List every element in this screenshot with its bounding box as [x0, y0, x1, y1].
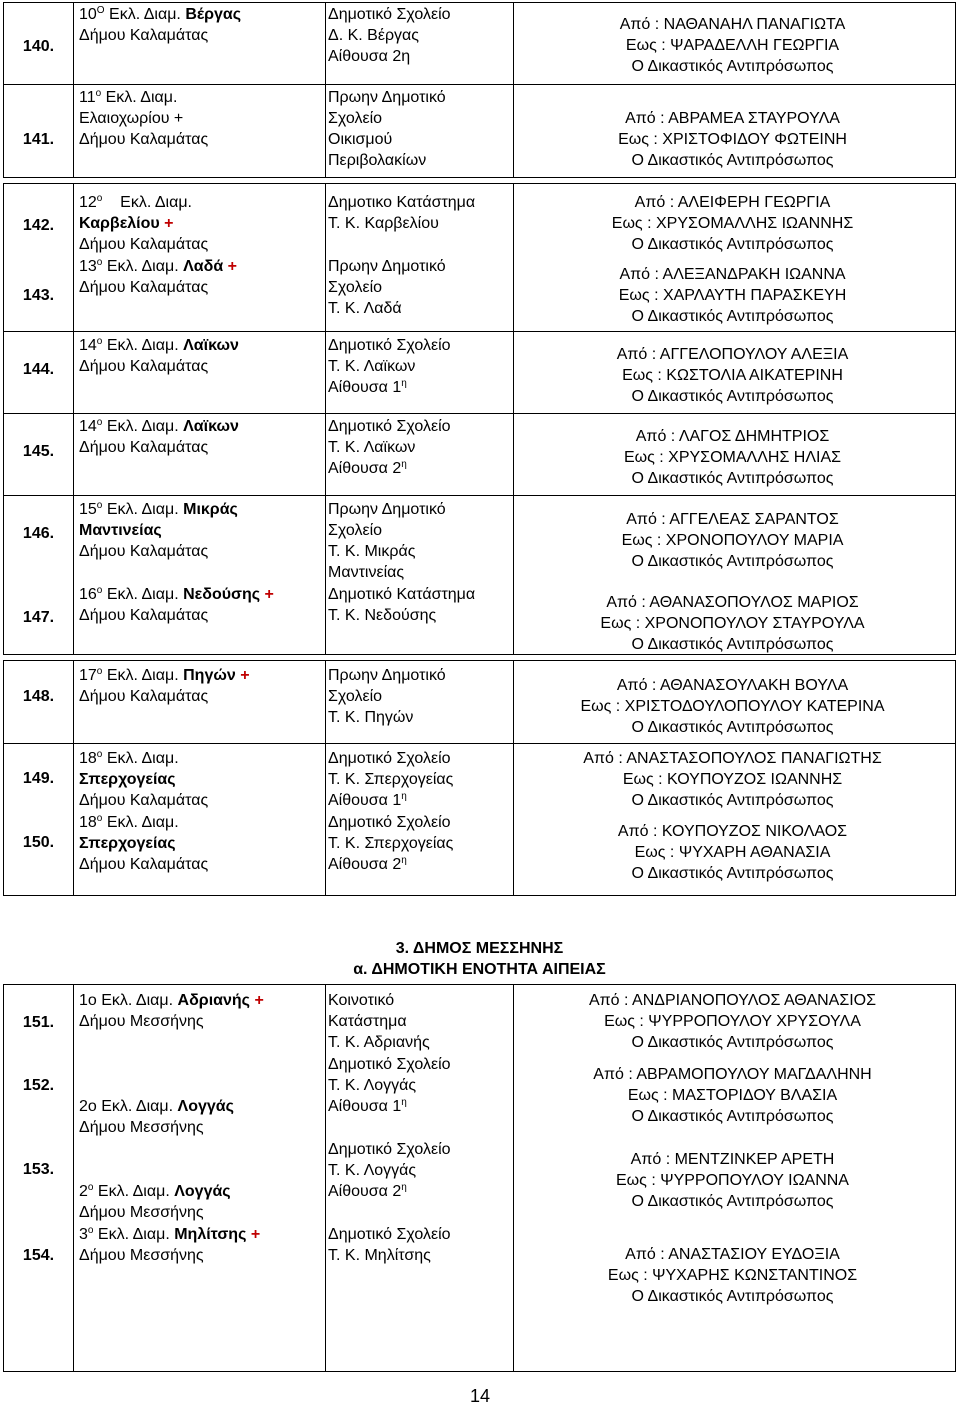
judicial-representative: Από : ΚΟΥΠΟΥΖΟΣ ΝΙΚΟΛΑΟΣ Εως : ΨΥΧΑΡΗ ΑΘΑΝΑΣΙΑ Ο Δικαστικός Αντιπρόσωπος — [617, 823, 848, 882]
polling-location: Δημοτικό Σχολείο Τ. Κ. Μηλίτσης — [328, 1226, 451, 1264]
section-title: 3. ΔΗΜΟΣ ΜΕΣΣΗΝΗΣ — [395, 940, 564, 957]
polling-station-name: $16^o$ Εκλ. Διαμ. Νεδούσης + Δήμου Καλαμάτας — [79, 585, 274, 624]
polling-location: Δημοτικό Σχολείο Τ. Κ. Λογγάς Αίθουσα $1^\eta$ — [328, 1056, 451, 1115]
polling-station-name: $2^o$ Εκλ. Διαμ. Λογγάς Δήμου Μεσσήνης — [79, 1182, 231, 1221]
judicial-representative: Από : ΑΓΓΕΛΟΠΟΥΛΟΥ ΑΛΕΞΙΑ Εως : ΚΩΣΤΟΛΙΑ ΑΙΚΑΤΕΡΙΝΗ Ο Δικαστικός Αντιπρόσωπος — [616, 346, 849, 405]
polling-location: Δημοτικό Σχολείο Τ. Κ. Σπερχογείας Αίθουσα $1^\eta$ — [328, 750, 454, 809]
polling-location: Πρωην Δημοτικό Σχολείο Τ. Κ. Πηγών — [328, 667, 446, 726]
judicial-representative: Από : ΛΑΓΟΣ ΔΗΜΗΤΡΙΟΣ Εως : ΧΡΥΣΟΜΑΛΛΗΣ ΗΛΙΑΣ Ο Δικαστικός Αντιπρόσωπος — [623, 428, 842, 487]
row-number: 148. — [22, 688, 55, 705]
row-number: 146. — [22, 525, 55, 542]
polling-station-name: $14^o$ Εκλ. Διαμ. Λαϊκων Δήμου Καλαμάτας — [79, 417, 239, 456]
polling-station-name: $17^o$ Εκλ. Διαμ. Πηγών + Δήμου Καλαμάτας — [79, 666, 250, 705]
judicial-representative: Από : ΑΛΕΙΦΕΡΗ ΓΕΩΡΓΙΑ Εως : ΧΡΥΣΟΜΑΛΛΗΣ ΙΩΑΝΝΗΣ Ο Δικαστικός Αντιπρόσωπος — [611, 194, 854, 253]
polling-station-name: 1ο Εκλ. Διαμ. Αδριανής + Δήμου Μεσσήνης — [79, 992, 264, 1030]
polling-station-name: $10^O$ Εκλ. Διαμ. Βέργας Δήμου Καλαμάτας — [79, 5, 242, 44]
row-number: 143. — [22, 287, 55, 304]
judicial-representative: Από : ΑΝΑΣΤΑΣΟΠΟΥΛΟΣ ΠΑΝΑΓΙΩΤΗΣ Εως : ΚΟΥΠΟΥΖΟΣ ΙΩΑΝΝΗΣ Ο Δικαστικός Αντιπρόσωπος — [583, 750, 882, 809]
judicial-representative: Από : ΑΓΓΕΛΕΑΣ ΣΑΡΑΝΤΟΣ Εως : ΧΡΟΝΟΠΟΥΛΟΥ ΜΑΡΙΑ Ο Δικαστικός Αντιπρόσωπος — [621, 511, 844, 570]
row-number: 140. — [22, 38, 55, 55]
polling-location: Δημοτικό Σχολείο Δ. Κ. Βέργας Αίθουσα 2η — [328, 6, 451, 65]
judicial-representative: Από : ΝΑΘΑΝΑΗΛ ΠΑΝΑΓΙΩΤΑ Εως : ΨΑΡΑΔΕΛΛΗ ΓΕΩΡΓΙΑ Ο Δικαστικός Αντιπρόσωπος — [619, 16, 846, 75]
judicial-representative: Από : ΑΝΑΣΤΑΣΙΟΥ ΕΥΔΟΞΙΑ Εως : ΨΥΧΑΡΗΣ ΚΩΝΣΤΑΝΤΙΝΟΣ Ο Δικαστικός Αντιπρόσωπος — [607, 1246, 858, 1305]
section-subtitle: α. ΔΗΜΟΤΙΚΗ ΕΝΟΤΗΤΑ ΑΙΠΕΙΑΣ — [353, 961, 606, 978]
row-number: 154. — [22, 1247, 55, 1264]
row-number: 151. — [22, 1014, 55, 1031]
row-number: 150. — [22, 834, 55, 851]
row-number: 141. — [22, 131, 55, 148]
polling-location: Δημοτικό Σχολείο Τ. Κ. Λογγάς Αίθουσα $2^\eta$ — [328, 1141, 451, 1200]
row-number: 145. — [22, 443, 55, 460]
judicial-representative: Από : ΑΝΔΡΙΑΝΟΠΟΥΛΟΣ ΑΘΑΝΑΣΙΟΣ Εως : ΨΥΡΡΟΠΟΥΛΟΥ ΧΡΥΣΟΥΛΑ Ο Δικαστικός Αντιπρόσωπος — [588, 992, 877, 1051]
polling-station-name: $15^o$ Εκλ. Διαμ. Μικράς Μαντινείας Δήμου Καλαμάτας — [79, 500, 238, 560]
judicial-representative: Από : ΑΘΑΝΑΣΟΠΟΥΛΟΣ ΜΑΡΙΟΣ Εως : ΧΡΟΝΟΠΟΥΛΟΥ ΣΤΑΥΡΟΥΛΑ Ο Δικαστικός Αντιπρόσωπος — [600, 594, 865, 653]
polling-station-name: $13^o$ Εκλ. Διαμ. Λαδά + Δήμου Καλαμάτας — [79, 257, 237, 296]
polling-location: Πρωην Δημοτικό Σχολείο Τ. Κ. Μικράς Μαντινείας — [328, 501, 446, 581]
polling-location: Δημοτικό Κατάστημα Τ. Κ. Νεδούσης — [328, 586, 476, 624]
polling-station-name: $18^o$ Εκλ. Διαμ. Σπερχογείας Δήμου Καλαμάτας — [79, 749, 209, 809]
row-number: 144. — [22, 361, 55, 378]
polling-location: Πρωην Δημοτικό Σχολείο Τ. Κ. Λαδά — [328, 258, 446, 317]
judicial-representative: Από : ΑΒΡΑΜΕΑ ΣΤΑΥΡΟΥΛΑ Εως : ΧΡΙΣΤΟΦΙΔΟΥ ΦΩΤΕΙΝΗ Ο Δικαστικός Αντιπρόσωπος — [618, 110, 847, 169]
page-number: 14 — [469, 1386, 491, 1406]
polling-station-name: $11^o$ Εκλ. Διαμ. Ελαιοχωρίου + Δήμου Καλαμάτας — [79, 88, 209, 148]
polling-station-name: $12^o$ Εκλ. Διαμ. Καρβελίου + Δήμου Καλαμάτας — [79, 193, 209, 253]
polling-station-name: 2ο Εκλ. Διαμ. Λογγάς Δήμου Μεσσήνης — [79, 1098, 234, 1136]
polling-location: Πρωην Δημοτικό Σχολείο Οικισμού Περιβολακίων — [328, 89, 446, 169]
polling-location: Δημοτικό Σχολείο Τ. Κ. Λαϊκων Αίθουσα $1^\eta$ — [328, 337, 451, 396]
polling-location: Δημοτικό Σχολείο Τ. Κ. Λαϊκων Αίθουσα $2^\eta$ — [328, 418, 451, 477]
polling-location: Δημοτικό Σχολείο Τ. Κ. Σπερχογείας Αίθουσα $2^\eta$ — [328, 814, 454, 873]
polling-location: Δημοτικο Κατάστημα Τ. Κ. Καρβελίου — [328, 194, 476, 232]
judicial-representative: Από : ΑΒΡΑΜΟΠΟΥΛΟΥ ΜΑΓΔΑΛΗΝΗ Εως : ΜΑΣΤΟΡΙΔΟΥ ΒΛΑΣΙΑ Ο Δικαστικός Αντιπρόσωπος — [593, 1066, 872, 1125]
polling-station-name: $18^o$ Εκλ. Διαμ. Σπερχογείας Δήμου Καλαμάτας — [79, 813, 209, 873]
judicial-representative: Από : ΑΘΑΝΑΣΟΥΛΑΚΗ ΒΟΥΛΑ Εως : ΧΡΙΣΤΟΔΟΥΛΟΠΟΥΛΟΥ ΚΑΤΕΡΙΝΑ Ο Δικαστικός Αντιπρόσωπος — [580, 677, 885, 736]
row-number: 142. — [22, 217, 55, 234]
judicial-representative: Από : ΜΕΝΤΖΙΝΚΕΡ ΑΡΕΤΗ Εως : ΨΥΡΡΟΠΟΥΛΟΥ ΙΩΑΝΝΑ Ο Δικαστικός Αντιπρόσωπος — [616, 1151, 849, 1210]
row-number: 153. — [22, 1161, 55, 1178]
polling-station-name: $14^o$ Εκλ. Διαμ. Λαϊκων Δήμου Καλαμάτας — [79, 336, 239, 375]
row-number: 147. — [22, 609, 55, 626]
polling-station-name: $3^o$ Εκλ. Διαμ. Μηλίτσης + Δήμου Μεσσήνης — [79, 1225, 261, 1264]
row-number: 149. — [22, 770, 55, 787]
row-number: 152. — [22, 1077, 55, 1094]
judicial-representative: Από : ΑΛΕΞΑΝΔΡΑΚΗ ΙΩΑΝΝΑ Εως : ΧΑΡΛΑΥΤΗ ΠΑΡΑΣΚΕΥΗ Ο Δικαστικός Αντιπρόσωπος — [618, 266, 847, 325]
polling-location: Κοινοτικό Κατάστημα Τ. Κ. Αδριανής — [328, 992, 430, 1051]
